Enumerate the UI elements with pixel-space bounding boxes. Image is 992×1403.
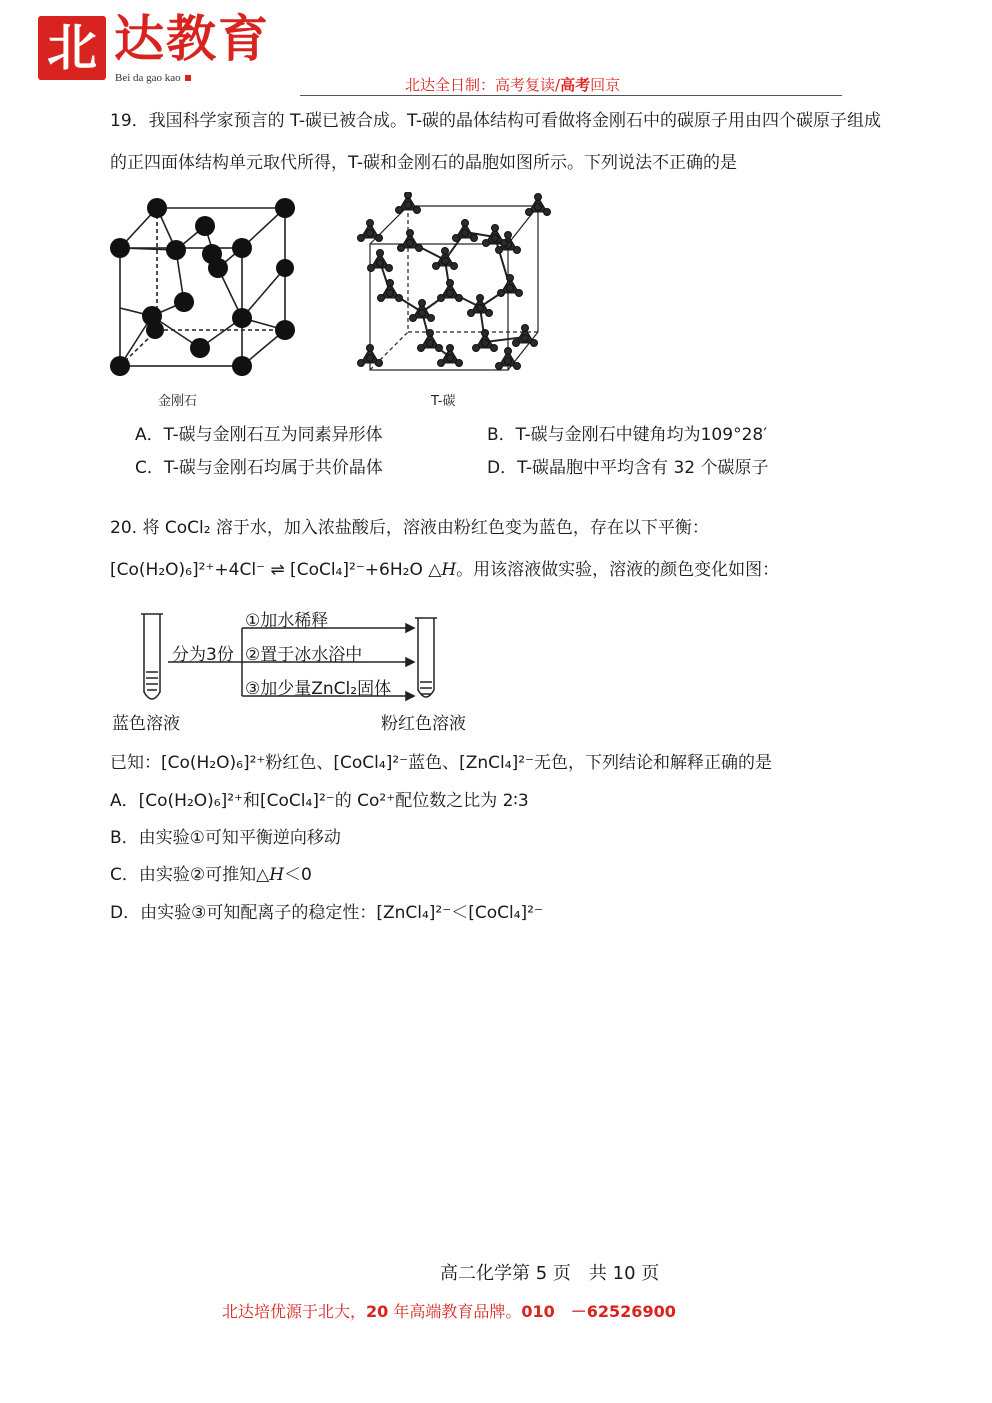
q19-stem-line1: 19．我国科学家预言的 T-碳已被合成。T-碳的晶体结构可看做将金刚石中的碳原子用由四个碳原子组成 <box>110 111 881 131</box>
diamond-caption: 金刚石 <box>158 394 198 409</box>
t-carbon-unit-cell-figure <box>350 192 560 380</box>
q20-stem-line1: 20. 将 CoCl₂ 溶于水，加入浓盐酸后，溶液由粉红色变为蓝色，存在以下平衡： <box>110 518 709 538</box>
diagram-step3-label: ③加少量ZnCl₂固体 <box>245 679 392 699</box>
header-slogan <box>405 74 620 95</box>
q20-option-c-h: H <box>269 865 285 885</box>
q20-stem-line2-tail: 。用该溶液做实验，溶液的颜色变化如图： <box>456 560 780 580</box>
footer-ad-a: 北达培优源于北大， <box>222 1302 367 1321</box>
footer-ad-phone: 010 －62526900 <box>521 1302 676 1321</box>
logo-subtitle-text: Bei da gao kao <box>115 72 181 84</box>
q20-stem-line2 <box>110 560 779 580</box>
diagram-step1-label: ①加水稀释 <box>245 611 329 631</box>
t-carbon-caption: T-碳 <box>431 394 456 409</box>
q19-option-c: C．T-碳与金刚石均属于共价晶体 <box>135 458 383 478</box>
logo-subtitle <box>115 72 191 84</box>
q20-option-c <box>110 860 312 885</box>
logo-text: 达教育 <box>114 9 270 68</box>
q19-option-d: D．T-碳晶胞中平均含有 32 个碳原子 <box>487 458 769 478</box>
left-test-tube-icon <box>141 614 163 699</box>
diagram-left-label: 蓝色溶液 <box>112 714 180 734</box>
q20-enthalpy-symbol: H <box>441 560 457 580</box>
footer-ad-c: 年高端教育品牌。 <box>388 1302 522 1321</box>
q20-option-c-post: ＜0 <box>284 865 312 885</box>
q20-option-b: B．由实验①可知平衡逆向移动 <box>110 828 341 848</box>
q20-equation: [Co(H₂O)₆]²⁺+4Cl⁻ ⇌ [CoCl₄]²⁻+6H₂O △ <box>110 560 442 580</box>
slogan-part-a: 北达全日制：高考复读/ <box>405 76 561 94</box>
slogan-part-b: 高考 <box>560 76 591 94</box>
slogan-part-c: 回京 <box>590 76 621 94</box>
q19-option-b: B．T-碳与金刚石中键角均为109°28′ <box>487 425 768 445</box>
logo-mark: 北 <box>38 16 106 80</box>
square-icon <box>185 75 191 81</box>
q20-option-a: A．[Co(H₂O)₆]²⁺和[CoCl₄]²⁻的 Co²⁺配位数之比为 2∶3 <box>110 791 529 811</box>
right-test-tube-icon <box>415 618 437 697</box>
q20-option-d: D．由实验③可知配离子的稳定性：[ZnCl₄]²⁻＜[CoCl₄]²⁻ <box>110 903 543 923</box>
footer-advert <box>222 1299 676 1322</box>
diagram-split-label: 分为3份 <box>172 645 234 665</box>
diagram-step2-label: ②置于冰水浴中 <box>245 645 363 665</box>
page-number: 高二化学第 5 页 共 10 页 <box>440 1263 660 1284</box>
header-divider <box>300 95 842 96</box>
diagram-right-label: 粉红色溶液 <box>381 714 466 734</box>
diamond-unit-cell-figure <box>100 190 310 380</box>
q20-known-info: 已知：[Co(H₂O)₆]²⁺粉红色、[CoCl₄]²⁻蓝色、[ZnCl₄]²⁻无色，下列结论和解释正确的是 <box>110 753 772 773</box>
q19-option-a: A．T-碳与金刚石互为同素异形体 <box>135 425 383 445</box>
q20-option-c-pre: C．由实验②可推知△ <box>110 865 270 885</box>
footer-ad-b: 20 <box>366 1302 389 1321</box>
q19-stem-line2: 的正四面体结构单元取代所得，T-碳和金刚石的晶胞如图所示。下列说法不正确的是 <box>110 153 737 173</box>
